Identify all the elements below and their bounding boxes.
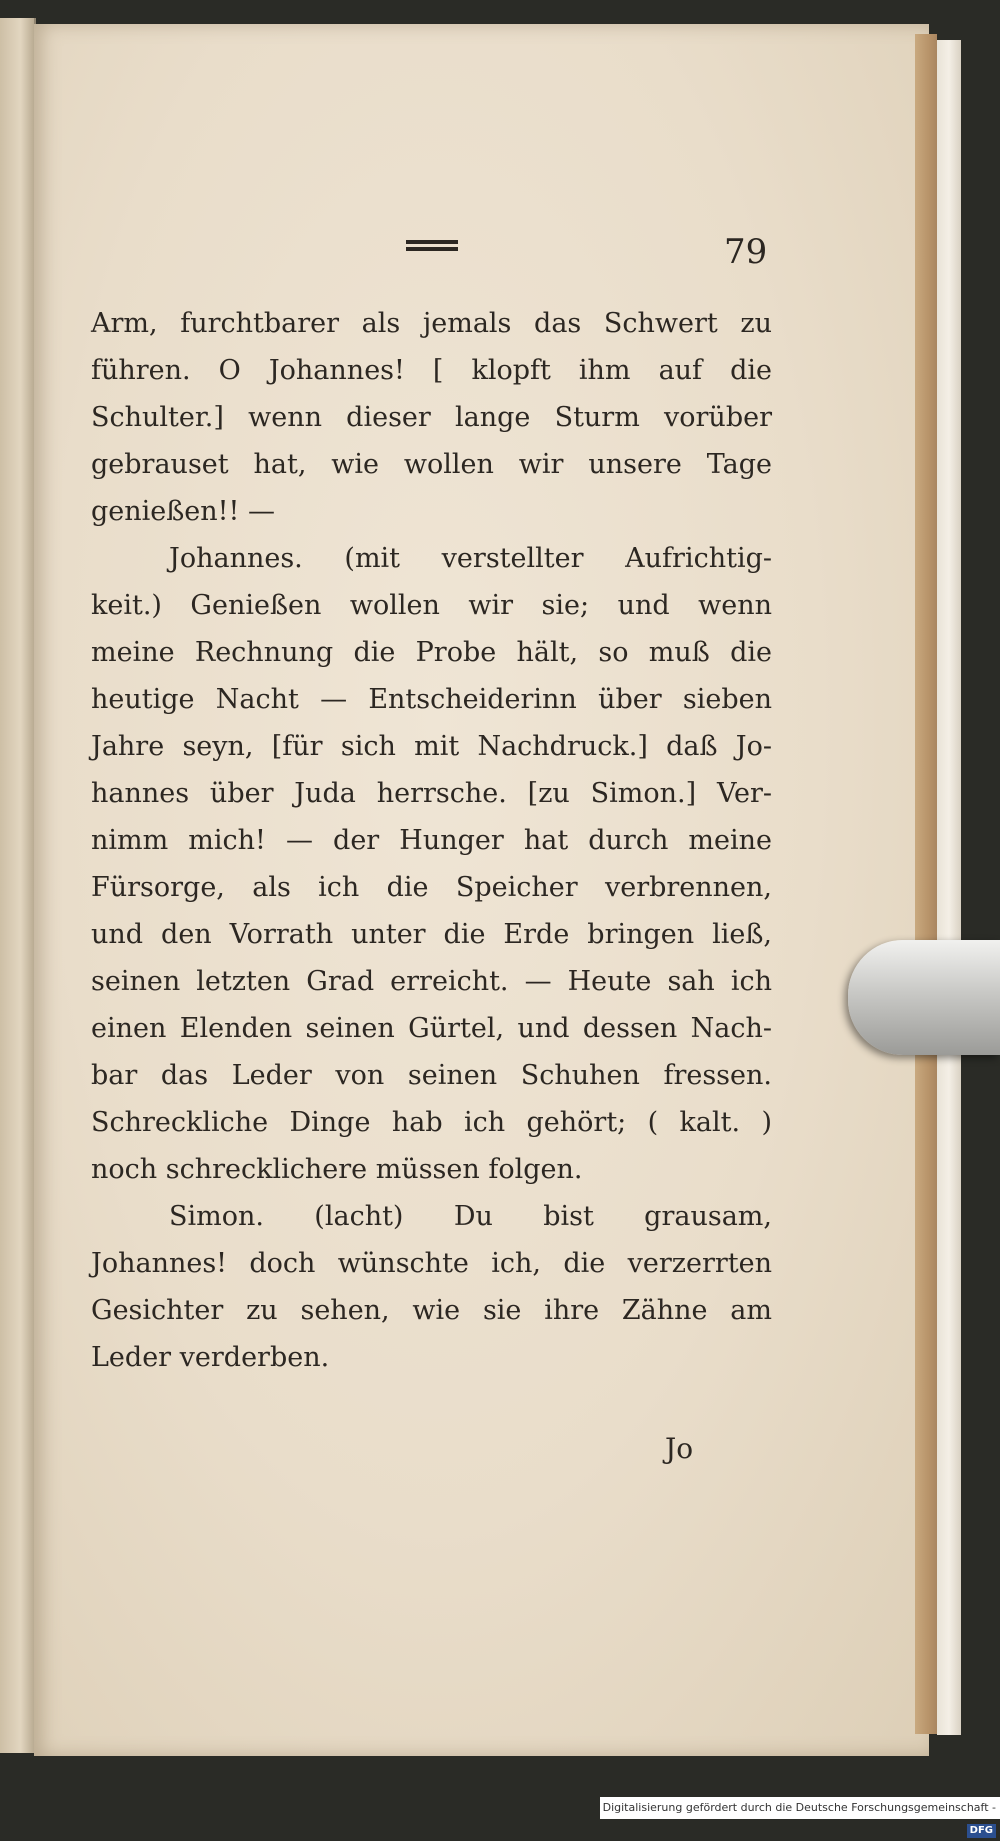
text-line: einen Elenden seinen Gürtel, und dessen Nach-: [91, 1013, 772, 1044]
text-line: und den Vorrath unter die Erde bringen ließ,: [91, 919, 772, 950]
text-line: Gesichter zu sehen, wie sie ihre Zähne am: [91, 1295, 772, 1326]
text-line: genießen!! —: [91, 496, 275, 527]
speaker-line: Simon. (lacht) Du bist grausam,: [169, 1201, 772, 1232]
header-rule: [406, 240, 458, 254]
text-line: seinen letzten Grad erreicht. — Heute sah ich: [91, 966, 772, 997]
text-line: nimm mich! — der Hunger hat durch meine: [91, 825, 772, 856]
catchword: Jo: [665, 1432, 694, 1465]
speaker-line: Johannes. (mit verstellter Aufrichtig-: [169, 543, 772, 574]
dfg-logo: DFG: [967, 1824, 996, 1838]
text-line: noch schrecklichere müssen folgen.: [91, 1154, 583, 1185]
left-page-edge: [0, 18, 36, 1753]
text-line: Schulter.] wenn dieser lange Sturm vorüber: [91, 402, 772, 433]
text-line: hannes über Juda herrsche. [zu Simon.] Ver-: [91, 778, 772, 809]
text-line: Arm, furchtbarer als jemals das Schwert zu: [91, 308, 772, 339]
digitization-footer: [600, 1797, 1000, 1836]
text-line: Jahre seyn, [für sich mit Nachdruck.] daß Jo-: [91, 731, 772, 762]
text-line: meine Rechnung die Probe hält, so muß die: [91, 637, 772, 668]
text-line: bar das Leder von seinen Schuhen fressen.: [91, 1060, 772, 1091]
text-line: Fürsorge, als ich die Speicher verbrennen,: [91, 872, 772, 903]
page-number: 79: [724, 232, 768, 272]
body-text: [91, 300, 772, 1381]
page-header: [34, 232, 929, 292]
text-line: führen. O Johannes! [ klopft ihm auf die: [91, 355, 772, 386]
footer-text: Digitalisierung gefördert durch die Deutsche Forschungsgemeinschaft -: [602, 1801, 996, 1814]
page-stack-edge: [937, 40, 961, 1735]
text-line: heutige Nacht — Entscheiderinn über sieben: [91, 684, 772, 715]
text-line: keit.) Genießen wollen wir sie; und wenn: [91, 590, 772, 621]
page-clip: [848, 940, 1000, 1055]
text-line: Leder verderben.: [91, 1342, 330, 1373]
text-line: Johannes! doch wünschte ich, die verzerrten: [91, 1248, 772, 1279]
text-line: Schreckliche Dinge hab ich gehört; ( kalt. ): [91, 1107, 772, 1138]
text-line: gebrauset hat, wie wollen wir unsere Tage: [91, 449, 772, 480]
